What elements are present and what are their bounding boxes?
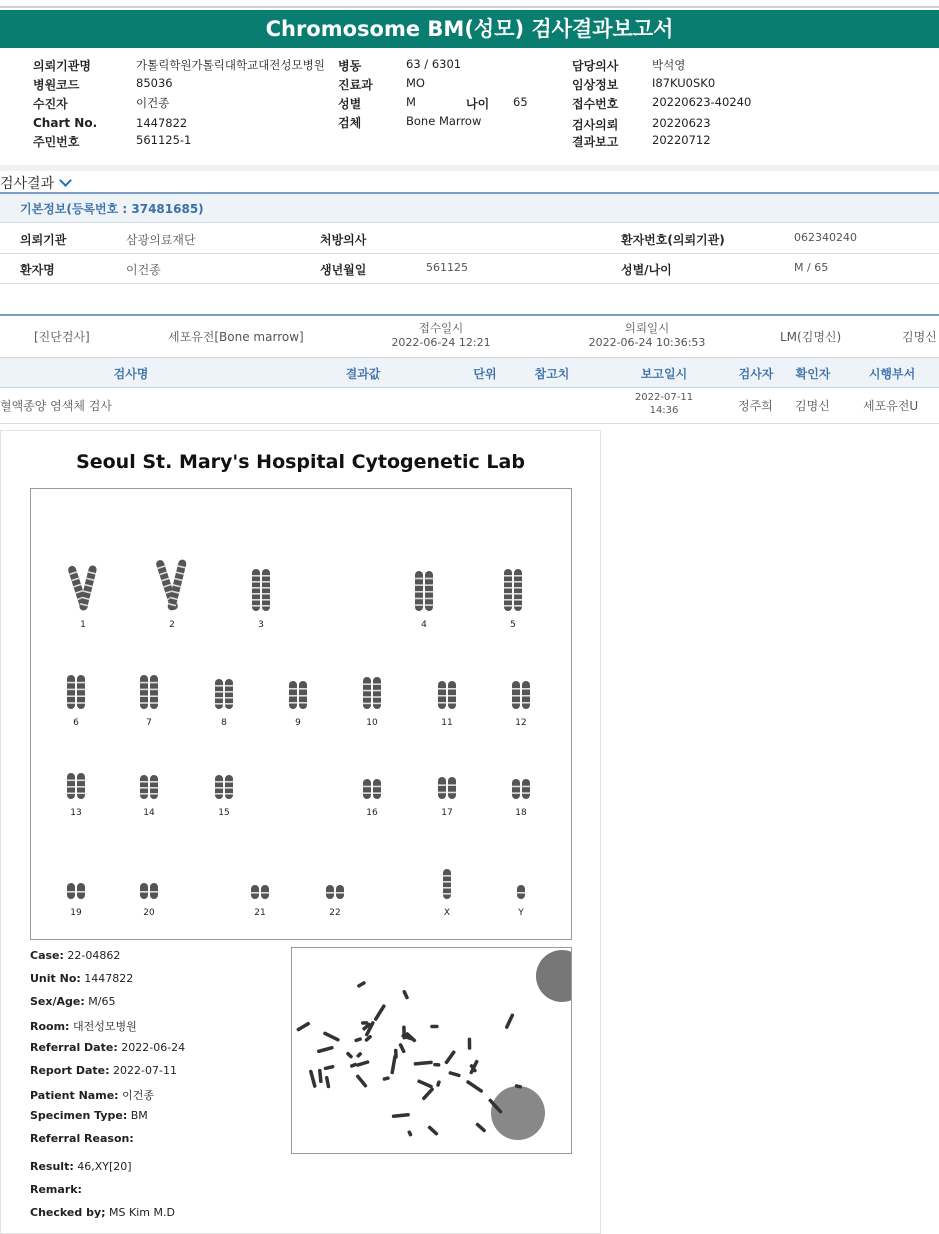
id-value: 561125-1 [136, 133, 192, 147]
result-label: Result: [30, 1160, 74, 1173]
chromosome-pair [517, 885, 525, 918]
meta-label: Room: [30, 1020, 70, 1033]
chromosome-pair [215, 775, 233, 818]
metaphase-image [291, 947, 572, 1154]
results-label: 검사결과 [0, 176, 55, 192]
lm-name: LM(김명신) [780, 330, 842, 344]
col-result: 결과값 [345, 367, 381, 381]
meta-label: Case: [30, 949, 64, 962]
metaphase-chromosome [414, 1060, 433, 1065]
metaphase-chromosome [323, 1031, 341, 1042]
row-report-time: 14:36 [649, 405, 679, 416]
col-test-name: 검사명 [113, 367, 149, 381]
row-divider [0, 253, 939, 254]
meta-value: M/65 [88, 995, 116, 1008]
metaphase-chromosome [504, 1013, 514, 1029]
metaphase-chromosome [309, 1069, 317, 1088]
meta-value: 22-04862 [67, 949, 121, 962]
specimen-value: Bone Marrow [406, 114, 482, 128]
chromosome-pair [67, 675, 85, 728]
result-line [30, 1160, 132, 1173]
metaphase-chromosome [317, 1046, 334, 1054]
diag-doctor: 김명신 [902, 330, 937, 344]
chromosome-pair [67, 565, 97, 630]
meta-label: Sex/Age: [30, 995, 85, 1008]
chromosome-pair [512, 779, 530, 818]
pt-no-value: 062340240 [794, 231, 857, 244]
metaphase-chromosome [346, 1051, 354, 1059]
metaphase-chromosome [448, 1071, 461, 1078]
metaphase-chromosome [433, 1063, 440, 1067]
header-separator [0, 165, 939, 171]
basic-info-bar [0, 194, 939, 223]
pt-name-label: 환자명 [20, 263, 55, 277]
id-label: 주민번호 [33, 135, 80, 149]
metaphase-chromosome [468, 1038, 472, 1050]
dob-label: 생년월일 [320, 263, 367, 277]
chromosome-pair [415, 571, 433, 630]
report-label: 결과보고 [572, 135, 619, 149]
metaphase-chromosome [373, 1004, 386, 1022]
presc-label: 처방의사 [320, 233, 367, 247]
dept-value: MO [406, 76, 425, 90]
chromosome-label: 7 [146, 718, 152, 728]
dob-value: 561125 [426, 261, 468, 274]
chromosome-label: Y [518, 908, 524, 918]
checked-line [30, 1206, 175, 1219]
recv-value: 2022-06-24 12:21 [391, 336, 491, 349]
chromosome-label: 21 [254, 908, 266, 918]
recv-label: 접수일시 [418, 321, 464, 335]
meta-line [30, 1064, 177, 1077]
chevron-down-icon [59, 174, 72, 187]
chromosome-pair [363, 677, 381, 728]
chromosome-pair [512, 681, 530, 728]
metaphase-chromosome [390, 1055, 397, 1075]
chromosome-label: 8 [221, 718, 227, 728]
remark-label: Remark: [30, 1183, 82, 1196]
metaphase-chromosome [356, 1060, 370, 1067]
row-checker: 김명신 [795, 399, 830, 413]
row-divider [0, 283, 939, 284]
metaphase-chromosome [430, 1025, 438, 1029]
pt-name-value: 이건종 [126, 263, 161, 277]
inst-value: 가톨릭학원가톨릭대학교대전성모병원 [136, 58, 325, 72]
req-time-label: 의뢰일시 [624, 321, 670, 335]
metaphase-chromosome [361, 1021, 368, 1025]
metaphase-chromosome [323, 1065, 334, 1071]
specimen-label: 검체 [338, 116, 362, 130]
chart-label: Chart No. [33, 116, 98, 130]
req-label: 검사의뢰 [572, 118, 619, 132]
result-value: 46,XY[20] [77, 1160, 132, 1173]
col-ref: 참고치 [534, 367, 570, 381]
metaphase-chromosome [475, 1122, 486, 1133]
metaphase-chromosome [296, 1021, 311, 1032]
col-tester: 검사자 [738, 367, 774, 381]
doctor-value: 박석영 [652, 58, 686, 72]
chromosome-pair [215, 679, 233, 728]
ward-value: 63 / 6301 [406, 57, 462, 71]
report-value: 20220712 [652, 133, 711, 147]
karyogram [30, 488, 572, 940]
meta-line [30, 972, 133, 985]
row-tester: 정주희 [738, 399, 773, 413]
col-report-date: 보고일시 [640, 367, 688, 381]
chromosome-label: X [443, 908, 451, 918]
chromosome-pair [289, 681, 307, 728]
metaphase-chromosome [357, 981, 367, 989]
meta-line [30, 1018, 137, 1034]
metaphase-chromosome [427, 1125, 439, 1136]
chromosome-label: 3 [258, 620, 264, 630]
meta-value: 이건종 [122, 1089, 154, 1102]
meta-line [30, 995, 115, 1008]
sexage-value: M / 65 [794, 261, 829, 274]
meta-value: 2022-07-11 [113, 1064, 177, 1077]
hospcode-label: 병원코드 [33, 78, 80, 92]
dept-label: 진료과 [338, 78, 373, 92]
meta-value: BM [130, 1109, 148, 1122]
chromosome-pair [252, 569, 270, 630]
meta-label: Patient Name: [30, 1089, 119, 1102]
meta-line [30, 1132, 134, 1145]
metaphase-chromosome [382, 1076, 390, 1081]
chromosome-label: 12 [515, 718, 527, 728]
chromosome-label: 19 [70, 908, 82, 918]
metaphase-chromosome [325, 1076, 331, 1089]
meta-label: Specimen Type: [30, 1109, 128, 1122]
chromosome-pair [251, 885, 269, 918]
patient-label: 수진자 [33, 97, 68, 111]
receipt-label: 접수번호 [572, 97, 619, 111]
chromosome-pair [326, 885, 344, 918]
chromosome-label: 17 [441, 808, 453, 818]
chromosome-label: 10 [366, 718, 378, 728]
meta-line [30, 949, 120, 962]
chromosome-label: 15 [218, 808, 230, 818]
req-value: 20220623 [652, 116, 711, 130]
chromosome-label: 2 [169, 620, 175, 630]
metaphase-chromosome [356, 1052, 363, 1059]
meta-value: 1447822 [84, 972, 134, 985]
metaphase-chromosome [421, 1087, 434, 1101]
inst-label: 의뢰기관명 [33, 59, 91, 73]
chromosome-pair [155, 559, 187, 630]
meta-label: Referral Reason: [30, 1132, 134, 1145]
chromosome-pair [140, 883, 158, 918]
row-divider [0, 423, 939, 424]
age-label: 나이 [466, 97, 490, 111]
chromosome-pair [67, 883, 85, 918]
chromosome-label: 1 [80, 620, 86, 630]
metaphase-chromosome [444, 1050, 456, 1065]
meta-label: Report Date: [30, 1064, 110, 1077]
chromosome-label: 13 [70, 808, 82, 818]
remark-line [30, 1183, 82, 1196]
chromosome-label: 9 [295, 718, 301, 728]
results-toggle[interactable] [0, 173, 70, 193]
nucleus [536, 950, 571, 1002]
karyotype-report [0, 430, 601, 1234]
meta-value: 2022-06-24 [121, 1041, 186, 1054]
doctor-label: 담당의사 [572, 59, 619, 73]
row-report-date: 2022-07-11 [634, 392, 694, 403]
metaphase-chromosome [398, 1043, 406, 1054]
chromosome-label: 6 [73, 718, 79, 728]
org-value: 삼광의료재단 [126, 233, 196, 247]
hospcode-value: 85036 [136, 76, 173, 90]
meta-label: Unit No: [30, 972, 81, 985]
sexage-label: 성별/나이 [621, 263, 672, 277]
clinic-value: I87KU0SK0 [652, 76, 716, 90]
top-divider [0, 6, 939, 8]
basic-info-label: 기본정보(등록번호 : 37481685) [20, 202, 204, 216]
chromosome-pair [443, 869, 451, 918]
chromosome-label: 11 [441, 718, 453, 728]
metaphase-svg [292, 948, 571, 1153]
receipt-value: 20220623-40240 [652, 95, 752, 109]
chromosome-label: 16 [366, 808, 378, 818]
chromosome-label: 20 [143, 908, 155, 918]
checked-label: Checked by; [30, 1206, 106, 1219]
chromosome-label: 18 [515, 808, 527, 818]
chromosome-pair [140, 775, 158, 818]
ward-label: 병동 [338, 59, 362, 73]
chromosome-pair [140, 675, 158, 728]
col-checker: 확인자 [795, 367, 831, 381]
chromosome-label: 4 [421, 620, 427, 630]
chromosome-label: 14 [143, 808, 155, 818]
chromosome-pair [363, 779, 381, 818]
metaphase-chromosome [318, 1069, 323, 1083]
lab-title: Seoul St. Mary's Hospital Cytogenetic Lab [76, 451, 525, 473]
report-title: Chromosome BM(성모) 검사결과보고서 [0, 10, 939, 48]
metaphase-chromosome [407, 1130, 413, 1137]
meta-label: Referral Date: [30, 1041, 118, 1054]
diag-divider [0, 314, 939, 316]
chromosome-pair [438, 777, 456, 818]
nucleus [491, 1086, 545, 1140]
meta-line [30, 1087, 154, 1103]
metaphase-chromosome [417, 1079, 433, 1089]
checked-value: MS Kim M.D [109, 1206, 175, 1219]
chart-value: 1447822 [136, 116, 188, 130]
metaphase-chromosome [354, 1037, 362, 1043]
org-label: 의뢰기관 [20, 233, 67, 247]
row-dept: 세포유전U [863, 399, 919, 413]
age-value: 65 [513, 95, 528, 109]
sex-value: M [406, 95, 416, 109]
metaphase-chromosome [436, 1080, 441, 1087]
results-table-header [0, 357, 939, 388]
karyogram-svg [31, 489, 571, 939]
chromosome-pair [67, 773, 85, 818]
metaphase-chromosome [466, 1080, 484, 1094]
diag-type: [진단검사] [34, 330, 90, 344]
col-unit: 단위 [473, 367, 497, 381]
metaphase-chromosome [392, 1113, 410, 1118]
meta-line [30, 1109, 148, 1122]
req-time-value: 2022-06-24 10:36:53 [588, 336, 706, 349]
pt-no-label: 환자번호(의뢰기관) [621, 233, 725, 247]
diag-name: 세포유전[Bone marrow] [168, 330, 304, 344]
chromosome-label: 5 [510, 620, 516, 630]
meta-value: 대전성모병원 [72, 1020, 137, 1033]
meta-line [30, 1041, 185, 1054]
clinic-label: 임상정보 [572, 78, 619, 92]
metaphase-chromosome [355, 1074, 367, 1088]
chromosome-label: 22 [329, 908, 341, 918]
chromosome-pair [504, 569, 522, 630]
chromosome-pair [438, 681, 456, 728]
patient-value: 이건종 [136, 96, 170, 110]
sex-label: 성별 [338, 97, 362, 111]
row-test-name: 혈액종양 염색체 검사 [0, 399, 112, 413]
col-dept: 시행부서 [868, 367, 916, 381]
metaphase-chromosome [402, 989, 409, 999]
